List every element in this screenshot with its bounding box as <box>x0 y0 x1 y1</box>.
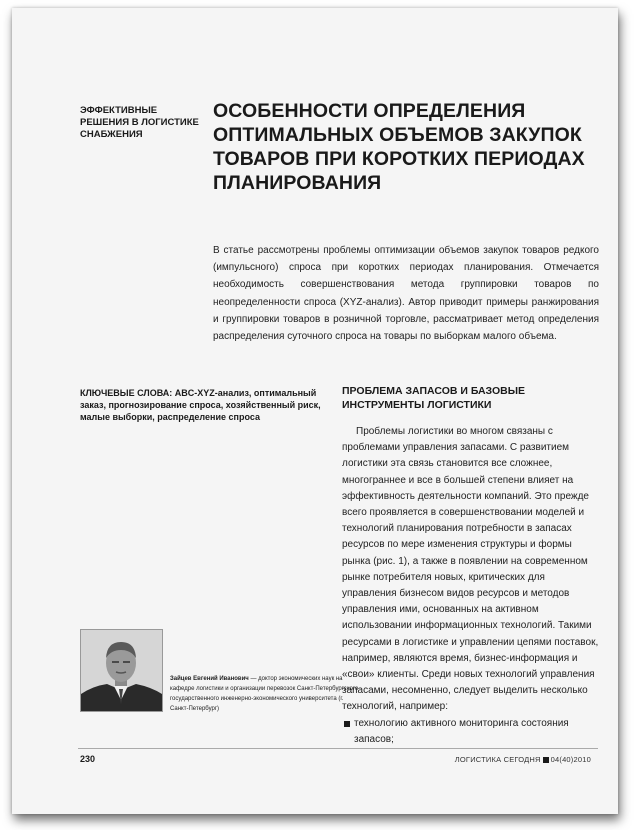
article-body <box>342 424 600 748</box>
issue-number: 04(40)2010 <box>550 755 591 764</box>
keywords-block <box>80 387 330 423</box>
page-number: 230 <box>80 754 96 764</box>
author-bio: — доктор экономических наук на кафедре логистики и организации перевозок Санкт-Петербургского государственного инженерно-экономического университета (г. Санкт-Петербург) <box>170 676 359 712</box>
author-name: Зайцев Евгений Иванович <box>170 676 249 682</box>
journal-name: ЛОГИСТИКА СЕГОДНЯ <box>454 755 541 764</box>
journal-footer <box>455 755 591 764</box>
author-portrait-image <box>81 630 162 711</box>
footer-divider <box>78 748 598 749</box>
article-abstract: В статье рассмотрены проблемы оптимизации объемов закупок товаров редкого (импульсного) спроса при коротких периодах планирования. Отмечается необходимость совершенствования метода группировки товаров по неопределенности спроса (XYZ-анализ). Автор приводит примеры ранжирования и группировки товаров в розничной торговле, рассматривает метод определения распределения суточного спроса на товары по выборкам малого объема. <box>213 245 599 343</box>
article-title: ОСОБЕННОСТИ ОПРЕДЕЛЕНИЯ ОПТИМАЛЬНЫХ ОБЪЕМОВ ЗАКУПОК ТОВАРОВ ПРИ КОРОТКИХ ПЕРИОДАХ ПЛАНИРОВАНИЯ <box>213 100 585 194</box>
square-separator-icon <box>543 757 549 763</box>
author-photo <box>80 629 163 712</box>
author-info <box>170 674 360 714</box>
bullet-square-icon <box>344 721 350 727</box>
bullet-list-item <box>342 716 600 748</box>
keywords-text: ABC-XYZ-анализ, оптимальный заказ, прогнозирование спроса, хозяйственный риск, малые выборки, распределение спроса <box>80 388 321 422</box>
bullet-text: технологию активного мониторинга состояния запасов; <box>354 717 569 745</box>
keywords-label: КЛЮЧЕВЫЕ СЛОВА: <box>80 388 173 398</box>
body-paragraph: Проблемы логистики во многом связаны с проблемами управления запасами. С развитием логистики эта связь становится все сложнее, многограннее и все в большей степени влияет на эффективность деятельности компаний. Это прежде всего проявляется в совершенствовании моделей и технологий планирования потребности в запасах ресурсов по мере изменения структуры и формы рынка (рис. 1), а также в появлении на современном рынке потребителя новых, критических для управления бизнесом видов ресурсов и методов управления ими, основанных на активном использовании информационных технологий. Такими ресурсами в логистике и управлении цепями поставок, например, являются время, бизнес-информация и «свои» клиенты. Среди новых технологий управления запасами, несомненно, следует выделить несколько технологий, например: <box>342 426 599 713</box>
journal-page <box>12 8 618 814</box>
section-tag: ЭФФЕКТИВНЫЕ РЕШЕНИЯ В ЛОГИСТИКЕ СНАБЖЕНИЯ <box>80 105 199 140</box>
section-heading: ПРОБЛЕМА ЗАПАСОВ И БАЗОВЫЕ ИНСТРУМЕНТЫ ЛОГИСТИКИ <box>342 385 526 411</box>
